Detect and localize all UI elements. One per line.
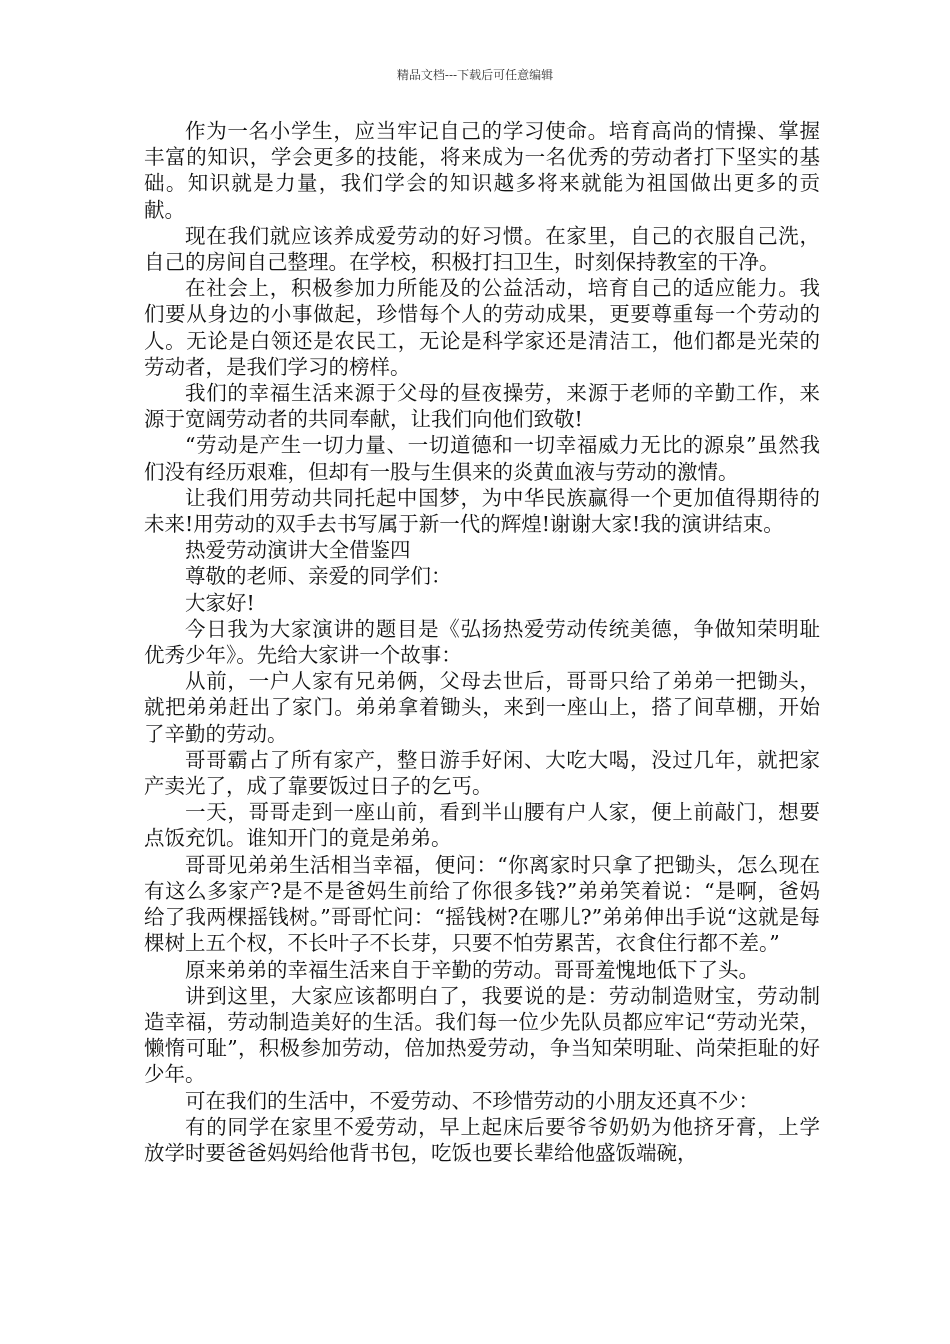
quote-paragraph: “劳动是产生一切力量、一切道德和一切幸福威力无比的源泉”虽然我们没有经历艰难，但却有一股与生俱来的炎黄血液与劳动的激情。 [144,433,820,484]
salutation: 尊敬的老师、亲爱的同学们： [185,564,452,589]
paragraph: 原来弟弟的幸福生活来自于辛勤的劳动。哥哥羞愧地低下了头。 [185,957,759,982]
paragraph: 讲到这里，大家应该都明白了，我要说的是：劳动制造财宝，劳动制造幸福，劳动制造美好的生活。我们每一位少先队员都应牢记“劳动光荣，懒惰可耻”，积极参加劳动，倍加热爱劳动，争当知荣明耻、尚荣拒耻的好少年。 [144,983,820,1087]
greeting: 大家好! [185,590,255,615]
section-title: 热爱劳动演讲大全借鉴四 [185,538,411,563]
paragraph: 可在我们的生活中，不爱劳动、不珍惜劳动的小朋友还真不少： [185,1088,759,1113]
paragraph: 今日我为大家演讲的题目是《弘扬热爱劳动传统美德，争做知荣明耻优秀少年》。先给大家讲一个故事： [144,616,820,668]
paragraph: 现在我们就应该养成爱劳动的好习惯。在家里，自己的衣服自己洗，自己的房间自己整理。在学校，积极打扫卫生，时刻保持教室的干净。 [144,223,820,275]
paragraph: 在社会上，积极参加力所能及的公益活动，培育自己的适应能力。我们要从身边的小事做起，珍惜每个人的劳动成果，更要尊重每一个劳动的人。无论是白领还是农民工，无论是科学家还是清洁工，他们都是光荣的劳动者，是我们学习的榜样。 [144,276,820,379]
document-body [144,118,820,1166]
page-header: 精品文档---下载后可任意编辑 [396,68,554,82]
paragraph: 作为一名小学生，应当牢记自己的学习使命。培育高尚的情操、掌握丰富的知识，学会更多的技能，将来成为一名优秀的劳动者打下坚实的基础。知识就是力量，我们学会的知识越多将来就能为祖国做出更多的贡献。 [144,119,820,222]
paragraph: 哥哥见弟弟生活相当幸福，便问：“你离家时只拿了把锄头，怎么现在有这么多家产?是不是爸妈生前给了你很多钱?”弟弟笑着说：“是啊，爸妈给了我两棵摇钱树。”哥哥忙问：“摇钱树?在哪儿?”弟弟伸出手说“这就是每棵树上五个杈，不长叶子不长芽，只要不怕劳累苦，衣食住行都不差。” [144,852,820,956]
paragraph: 一天，哥哥走到一座山前，看到半山腰有户人家，便上前敲门，想要点饭充饥。谁知开门的竟是弟弟。 [144,800,820,851]
paragraph: 我们的幸福生活来源于父母的昼夜操劳，来源于老师的辛勤工作，来源于宽阔劳动者的共同奉献，让我们向他们致敬! [144,381,820,432]
paragraph: 哥哥霸占了所有家产，整日游手好闲、大吃大喝，没过几年，就把家产卖光了，成了靠要饭过日子的乞丐。 [144,747,820,799]
paragraph: 有的同学在家里不爱劳动，早上起床后要爷爷奶奶为他挤牙膏，上学放学时要爸爸妈妈给他背书包，吃饭也要长辈给他盛饭端碗， [144,1114,820,1165]
paragraph: 让我们用劳动共同托起中国梦，为中华民族赢得一个更加值得期待的未来!用劳动的双手去书写属于新一代的辉煌!谢谢大家!我的演讲结束。 [144,485,820,537]
paragraph: 从前，一户人家有兄弟俩，父母去世后，哥哥只给了弟弟一把锄头，就把弟弟赶出了家门。弟弟拿着锄头，来到一座山上，搭了间草棚，开始了辛勤的劳动。 [144,669,820,746]
